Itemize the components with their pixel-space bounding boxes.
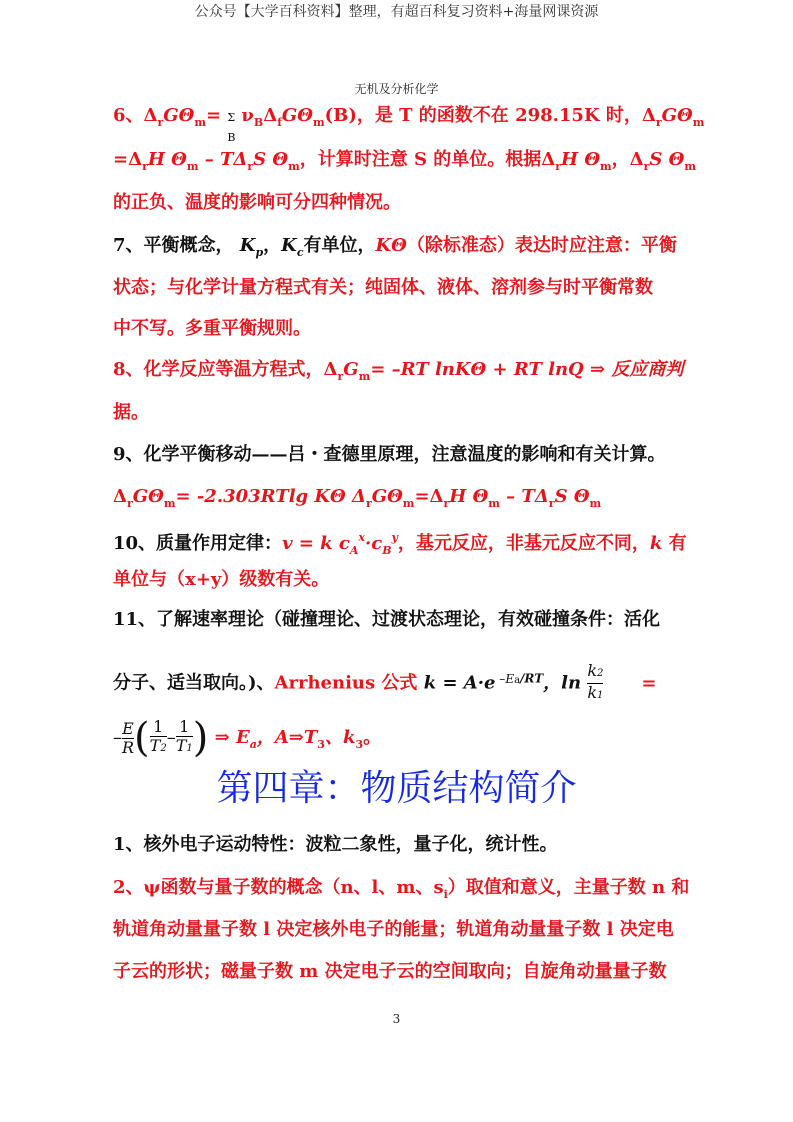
item-7-line-2: 状态；与化学计量方程式有关；纯固体、液体、溶剂参与时平衡常数 [113,277,653,298]
top-banner: 公众号【大学百科资料】整理，有超百科复习资料+海量网课资源 [194,4,599,20]
item-7-line-1: 7、平衡概念， $K_p$，$K_c$有单位，KΘ（除标准态）表达时应注意：平衡 [113,235,677,259]
ch4-item-2-line-3: 子云的形状；磁量子数 m 决定电子云的空间取向；自旋角动量量子数 [113,961,667,982]
page-number: 3 [392,1012,401,1026]
item-11-line-1: 11、了解速率理论（碰撞理论、过渡状态理论，有效碰撞条件：活化 [113,609,661,630]
chapter-title: 第四章：物质结构简介 [216,768,577,809]
item-11-line-3: – $\frac{E}{R}$ ( $\frac{1}{T2}$ – $\frac{1}{T1}$ ) ⇒ $E_a$，$A\Rightarrow T_3$、$k_3$。 [113,715,382,761]
item-7-line-3: 中不写。多重平衡规则。 [113,318,311,339]
ch4-item-2-line-1: 2、ψ函数与量子数的概念（n、l、m、$s_i$）取值和意义，主量子数 n 和 [113,877,690,901]
item-9-formula: $\Delta_rG\Theta_m= -2.303RTlg$ KΘ $\Delta_rG\Theta_m=\Delta_rH$ $\Theta_m - T\Delta_rS$ $\Theta_m$ [113,486,602,510]
item-8-line-1: 8、化学反应等温方程式，$\Delta_rG_m= -RT$ lnKΘ + RT lnQ ⇒ 反应商判 [113,359,684,383]
item-6-line-1: 6、$\Delta_rG\Theta_m= \Sigma$ B $\nu_B\Delta_fG\Theta_m(B)$，是 T 的函数不在 298.15K 时，$\Delta_rG\Theta_m$ [113,105,705,144]
item-10-line-1: 10、质量作用定律：v = k $c_A^x\cdot c_B^y$，基元反应，非基元反应不同，k 有 [113,531,687,557]
item-6-line-3: 的正负、温度的影响可分四种情况。 [113,192,401,213]
ch4-item-2-line-2: 轨道角动量量子数 l 决定核外电子的能量；轨道角动量量子数 l 决定电 [113,919,674,940]
ch4-item-1: 1、核外电子运动特性：波粒二象性，量子化，统计性。 [113,834,558,855]
item-6-line-2: $=\Delta_rH$ $\Theta_m - T\Delta_rS$ $\Theta_m$，计算时注意 S 的单位。根据$\Delta_rH$ $\Theta_m$，$\Delta_rS$ $\Theta_m$ [113,149,696,173]
running-head: 无机及分析化学 [354,82,439,96]
item-9-line-1: 9、化学平衡移动——吕・查德里原理，注意温度的影响和有关计算。 [113,444,666,465]
item-11-line-2: 分子、适当取向。)、Arrhenius 公式 k = A·e $^{-Ea/RT}$，ln $\frac{k2}{k1}$ = [113,662,657,705]
item-8-line-2: 据。 [113,402,149,423]
item-10-line-2: 单位与（x+y）级数有关。 [113,569,330,590]
